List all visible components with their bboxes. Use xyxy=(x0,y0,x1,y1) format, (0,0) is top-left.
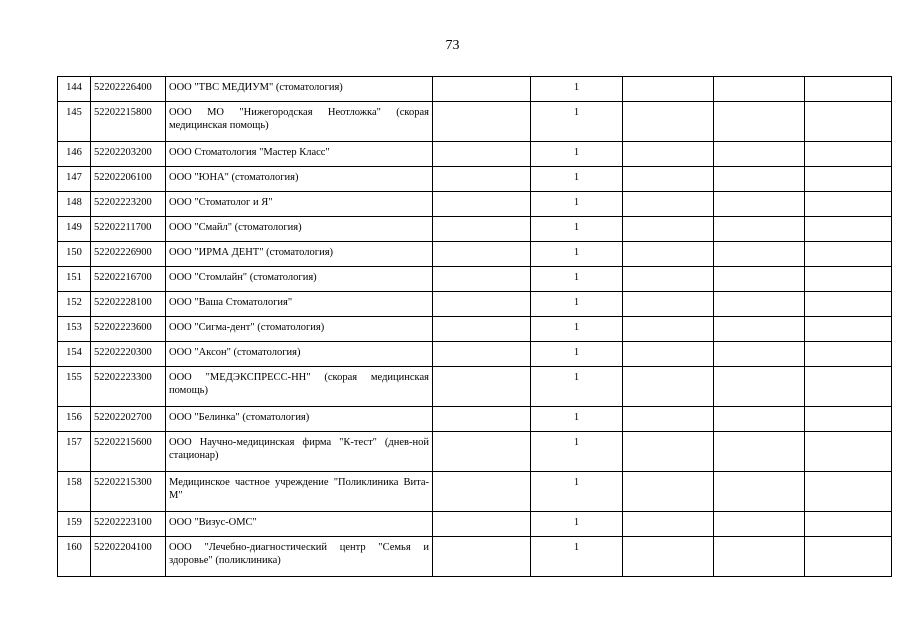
row-name-cell: ООО "ЮНА" (стоматология) xyxy=(166,167,433,192)
row-name-cell: ООО "Аксон" (стоматология) xyxy=(166,342,433,367)
row-empty-cell-4 xyxy=(805,242,892,267)
row-quantity-cell: 1 xyxy=(531,267,623,292)
row-name-cell: Медицинское частное учреждение "Поликлиника Вита-М" xyxy=(166,472,433,512)
table-row xyxy=(58,432,892,472)
table-row xyxy=(58,192,892,217)
row-name-cell: ООО "Стоматолог и Я" xyxy=(166,192,433,217)
row-empty-cell-3 xyxy=(714,142,805,167)
row-empty-cell-1 xyxy=(433,342,531,367)
row-code-cell: 52202226900 xyxy=(91,242,166,267)
row-code-cell: 52202228100 xyxy=(91,292,166,317)
row-code-cell: 52202202700 xyxy=(91,407,166,432)
row-name-cell: ООО "Белинка" (стоматология) xyxy=(166,407,433,432)
row-code-cell: 52202216700 xyxy=(91,267,166,292)
row-empty-cell-2 xyxy=(623,292,714,317)
row-number-cell: 149 xyxy=(58,217,91,242)
row-empty-cell-2 xyxy=(623,242,714,267)
row-code-cell: 52202223300 xyxy=(91,367,166,407)
row-quantity-cell: 1 xyxy=(531,77,623,102)
row-name-cell: ООО "МЕДЭКСПРЕСС-НН" (скорая медицинская помощь) xyxy=(166,367,433,407)
row-number-cell: 146 xyxy=(58,142,91,167)
table-row xyxy=(58,472,892,512)
table-row xyxy=(58,142,892,167)
row-empty-cell-3 xyxy=(714,537,805,577)
row-quantity-cell: 1 xyxy=(531,342,623,367)
row-code-cell: 52202226400 xyxy=(91,77,166,102)
table-row xyxy=(58,407,892,432)
row-empty-cell-3 xyxy=(714,367,805,407)
page-number: 73 xyxy=(445,38,460,53)
table-body xyxy=(58,77,892,577)
row-empty-cell-4 xyxy=(805,512,892,537)
row-number-cell: 144 xyxy=(58,77,91,102)
table-row xyxy=(58,317,892,342)
row-empty-cell-4 xyxy=(805,367,892,407)
row-empty-cell-2 xyxy=(623,512,714,537)
row-number-cell: 156 xyxy=(58,407,91,432)
row-empty-cell-2 xyxy=(623,317,714,342)
row-empty-cell-4 xyxy=(805,102,892,142)
row-quantity-cell: 1 xyxy=(531,367,623,407)
row-name-cell: ООО "Визус-ОМС" xyxy=(166,512,433,537)
row-number-cell: 159 xyxy=(58,512,91,537)
row-empty-cell-3 xyxy=(714,512,805,537)
row-empty-cell-1 xyxy=(433,167,531,192)
row-empty-cell-2 xyxy=(623,342,714,367)
row-quantity-cell: 1 xyxy=(531,167,623,192)
row-number-cell: 148 xyxy=(58,192,91,217)
row-name-cell: ООО "Сигма-дент" (стоматология) xyxy=(166,317,433,342)
row-empty-cell-2 xyxy=(623,167,714,192)
row-empty-cell-1 xyxy=(433,367,531,407)
row-empty-cell-3 xyxy=(714,407,805,432)
row-code-cell: 52202203200 xyxy=(91,142,166,167)
row-quantity-cell: 1 xyxy=(531,192,623,217)
row-quantity-cell: 1 xyxy=(531,102,623,142)
row-empty-cell-2 xyxy=(623,432,714,472)
row-quantity-cell: 1 xyxy=(531,407,623,432)
row-quantity-cell: 1 xyxy=(531,217,623,242)
row-empty-cell-4 xyxy=(805,217,892,242)
row-name-cell: ООО "ТВС МЕДИУМ" (стоматология) xyxy=(166,77,433,102)
row-empty-cell-1 xyxy=(433,142,531,167)
row-empty-cell-1 xyxy=(433,472,531,512)
row-empty-cell-4 xyxy=(805,77,892,102)
row-number-cell: 154 xyxy=(58,342,91,367)
row-code-cell: 52202211700 xyxy=(91,217,166,242)
row-empty-cell-3 xyxy=(714,472,805,512)
row-code-cell: 52202215600 xyxy=(91,432,166,472)
row-empty-cell-2 xyxy=(623,102,714,142)
row-code-cell: 52202223200 xyxy=(91,192,166,217)
row-empty-cell-4 xyxy=(805,192,892,217)
row-code-cell: 52202223600 xyxy=(91,317,166,342)
row-empty-cell-3 xyxy=(714,242,805,267)
row-empty-cell-4 xyxy=(805,472,892,512)
row-name-cell: ООО Научно-медицинская фирма "К-тест" (днев-ной стационар) xyxy=(166,432,433,472)
row-empty-cell-4 xyxy=(805,432,892,472)
row-empty-cell-4 xyxy=(805,342,892,367)
row-empty-cell-4 xyxy=(805,317,892,342)
table-row xyxy=(58,77,892,102)
row-empty-cell-2 xyxy=(623,367,714,407)
row-empty-cell-4 xyxy=(805,292,892,317)
row-empty-cell-2 xyxy=(623,77,714,102)
row-quantity-cell: 1 xyxy=(531,472,623,512)
row-empty-cell-3 xyxy=(714,102,805,142)
table-row xyxy=(58,367,892,407)
row-number-cell: 158 xyxy=(58,472,91,512)
row-empty-cell-4 xyxy=(805,407,892,432)
row-code-cell: 52202215800 xyxy=(91,102,166,142)
row-empty-cell-2 xyxy=(623,217,714,242)
table-row xyxy=(58,537,892,577)
row-empty-cell-3 xyxy=(714,267,805,292)
row-number-cell: 147 xyxy=(58,167,91,192)
row-code-cell: 52202204100 xyxy=(91,537,166,577)
row-empty-cell-4 xyxy=(805,142,892,167)
row-name-cell: ООО "Ваша Стоматология" xyxy=(166,292,433,317)
row-quantity-cell: 1 xyxy=(531,292,623,317)
row-empty-cell-3 xyxy=(714,342,805,367)
row-empty-cell-4 xyxy=(805,537,892,577)
table-row xyxy=(58,342,892,367)
row-empty-cell-1 xyxy=(433,407,531,432)
row-number-cell: 155 xyxy=(58,367,91,407)
table-row xyxy=(58,512,892,537)
row-name-cell: ООО "ИРМА ДЕНТ" (стоматология) xyxy=(166,242,433,267)
row-quantity-cell: 1 xyxy=(531,512,623,537)
row-name-cell: ООО "Лечебно-диагностический центр "Семья и здоровье" (поликлиника) xyxy=(166,537,433,577)
table-row xyxy=(58,292,892,317)
row-number-cell: 157 xyxy=(58,432,91,472)
row-empty-cell-2 xyxy=(623,407,714,432)
row-quantity-cell: 1 xyxy=(531,432,623,472)
table-row xyxy=(58,242,892,267)
row-empty-cell-1 xyxy=(433,242,531,267)
row-empty-cell-1 xyxy=(433,217,531,242)
row-empty-cell-1 xyxy=(433,432,531,472)
row-empty-cell-3 xyxy=(714,292,805,317)
row-empty-cell-2 xyxy=(623,192,714,217)
row-number-cell: 160 xyxy=(58,537,91,577)
row-number-cell: 152 xyxy=(58,292,91,317)
row-empty-cell-3 xyxy=(714,77,805,102)
row-empty-cell-1 xyxy=(433,77,531,102)
row-empty-cell-2 xyxy=(623,267,714,292)
row-number-cell: 150 xyxy=(58,242,91,267)
table-row xyxy=(58,102,892,142)
row-empty-cell-3 xyxy=(714,217,805,242)
row-empty-cell-1 xyxy=(433,292,531,317)
row-name-cell: ООО Стоматология "Мастер Класс" xyxy=(166,142,433,167)
row-empty-cell-1 xyxy=(433,317,531,342)
row-code-cell: 52202223100 xyxy=(91,512,166,537)
row-empty-cell-2 xyxy=(623,472,714,512)
row-quantity-cell: 1 xyxy=(531,242,623,267)
row-name-cell: ООО "Стомлайн" (стоматология) xyxy=(166,267,433,292)
row-number-cell: 153 xyxy=(58,317,91,342)
row-empty-cell-4 xyxy=(805,267,892,292)
row-number-cell: 145 xyxy=(58,102,91,142)
row-empty-cell-1 xyxy=(433,102,531,142)
row-empty-cell-3 xyxy=(714,192,805,217)
row-quantity-cell: 1 xyxy=(531,142,623,167)
row-code-cell: 52202215300 xyxy=(91,472,166,512)
row-empty-cell-2 xyxy=(623,537,714,577)
organizations-table xyxy=(57,76,892,577)
row-empty-cell-2 xyxy=(623,142,714,167)
row-empty-cell-1 xyxy=(433,537,531,577)
row-empty-cell-1 xyxy=(433,512,531,537)
row-code-cell: 52202220300 xyxy=(91,342,166,367)
row-quantity-cell: 1 xyxy=(531,317,623,342)
row-empty-cell-3 xyxy=(714,432,805,472)
row-empty-cell-1 xyxy=(433,267,531,292)
table-row xyxy=(58,167,892,192)
row-quantity-cell: 1 xyxy=(531,537,623,577)
row-name-cell: ООО МО "Нижегородская Неотложка" (скорая медицинская помощь) xyxy=(166,102,433,142)
row-empty-cell-4 xyxy=(805,167,892,192)
row-code-cell: 52202206100 xyxy=(91,167,166,192)
table-row xyxy=(58,217,892,242)
row-name-cell: ООО "Смайл" (стоматология) xyxy=(166,217,433,242)
row-empty-cell-1 xyxy=(433,192,531,217)
row-empty-cell-3 xyxy=(714,317,805,342)
row-number-cell: 151 xyxy=(58,267,91,292)
table-row xyxy=(58,267,892,292)
row-empty-cell-3 xyxy=(714,167,805,192)
